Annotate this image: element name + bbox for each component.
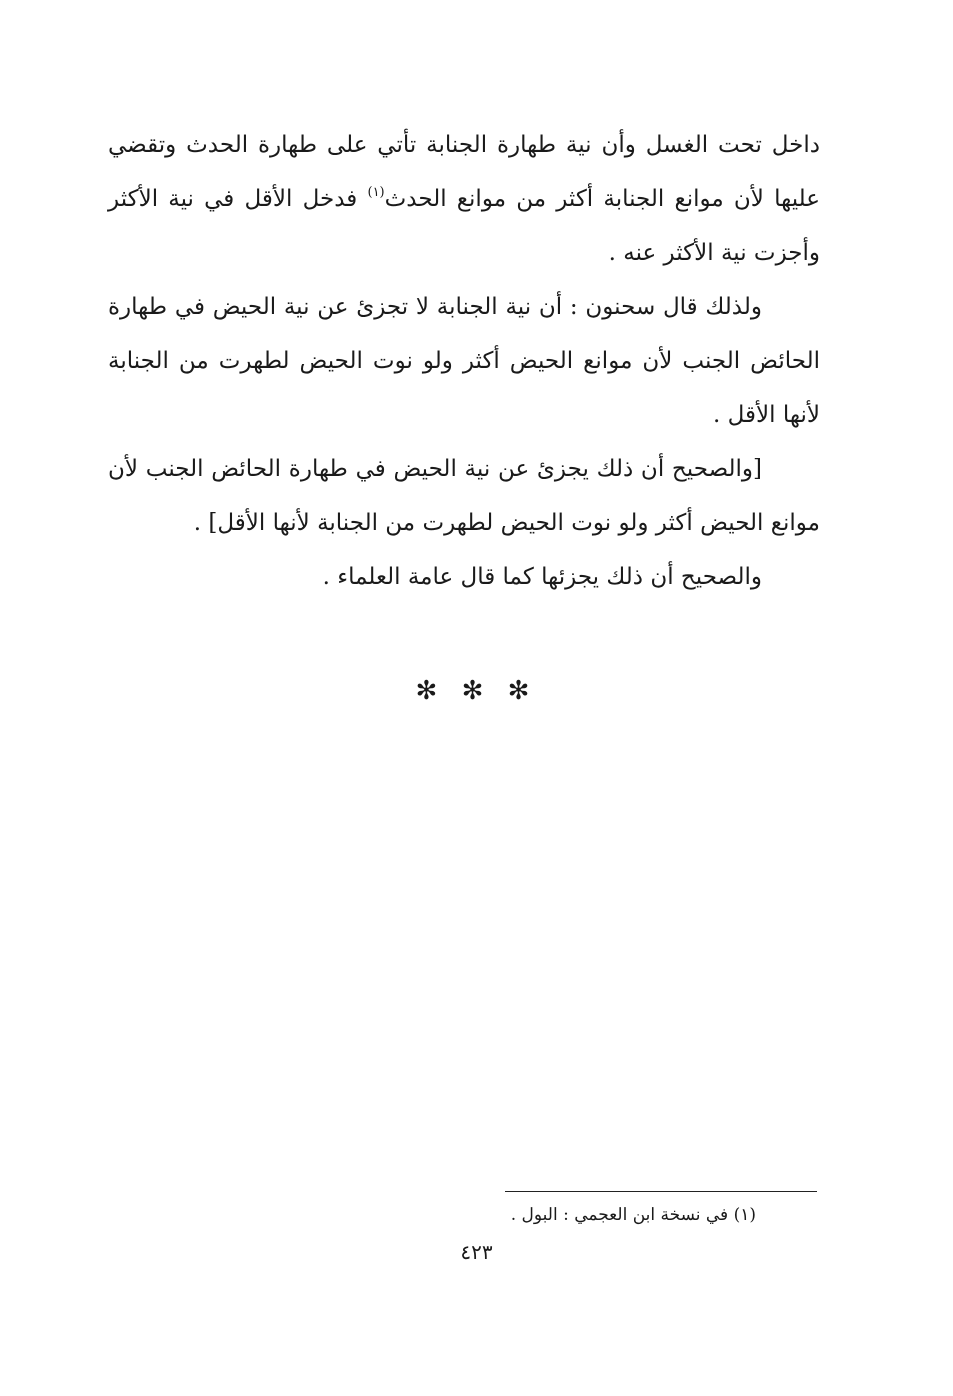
paragraph-1	[108, 118, 820, 280]
paragraph-1-continuation: فدخل الأقل في نية الأكثر وأجزت نية الأكثر عنه .	[108, 186, 820, 266]
page-number: ٤٢٣	[460, 1240, 493, 1264]
footnote-divider	[505, 1191, 817, 1192]
paragraph-1-text: داخل تحت الغسل وأن نية طهارة الجنابة تأتي على طهارة الحدث وتقضي عليها لأن موانع الجنابة أكثر من موانع الحدث	[108, 132, 820, 212]
footnote: (١) في نسخة ابن العجمي : البول .	[510, 1205, 756, 1225]
paragraph-4: والصحيح أن ذلك يجزئها كما قال عامة العلماء .	[322, 564, 762, 590]
main-text	[108, 118, 820, 604]
paragraph-2: ولذلك قال سحنون : أن نية الجنابة لا تجزئ عن نية الحيض في طهارة الحائض الجنب لأن موانع الحيض أكثر ولو نوت الحيض لطهرت من الجنابة لأنها الأقل .	[108, 294, 820, 428]
footnote-marker: (١)	[367, 185, 385, 200]
section-separator: ✻ ✻ ✻	[415, 676, 538, 706]
paragraph-3: [والصحيح أن ذلك يجزئ عن نية الحيض في طهارة الحائض الجنب لأن موانع الحيض أكثر ولو نوت الحيض لطهرت من الجنابة لأنها الأقل] .	[108, 456, 820, 536]
